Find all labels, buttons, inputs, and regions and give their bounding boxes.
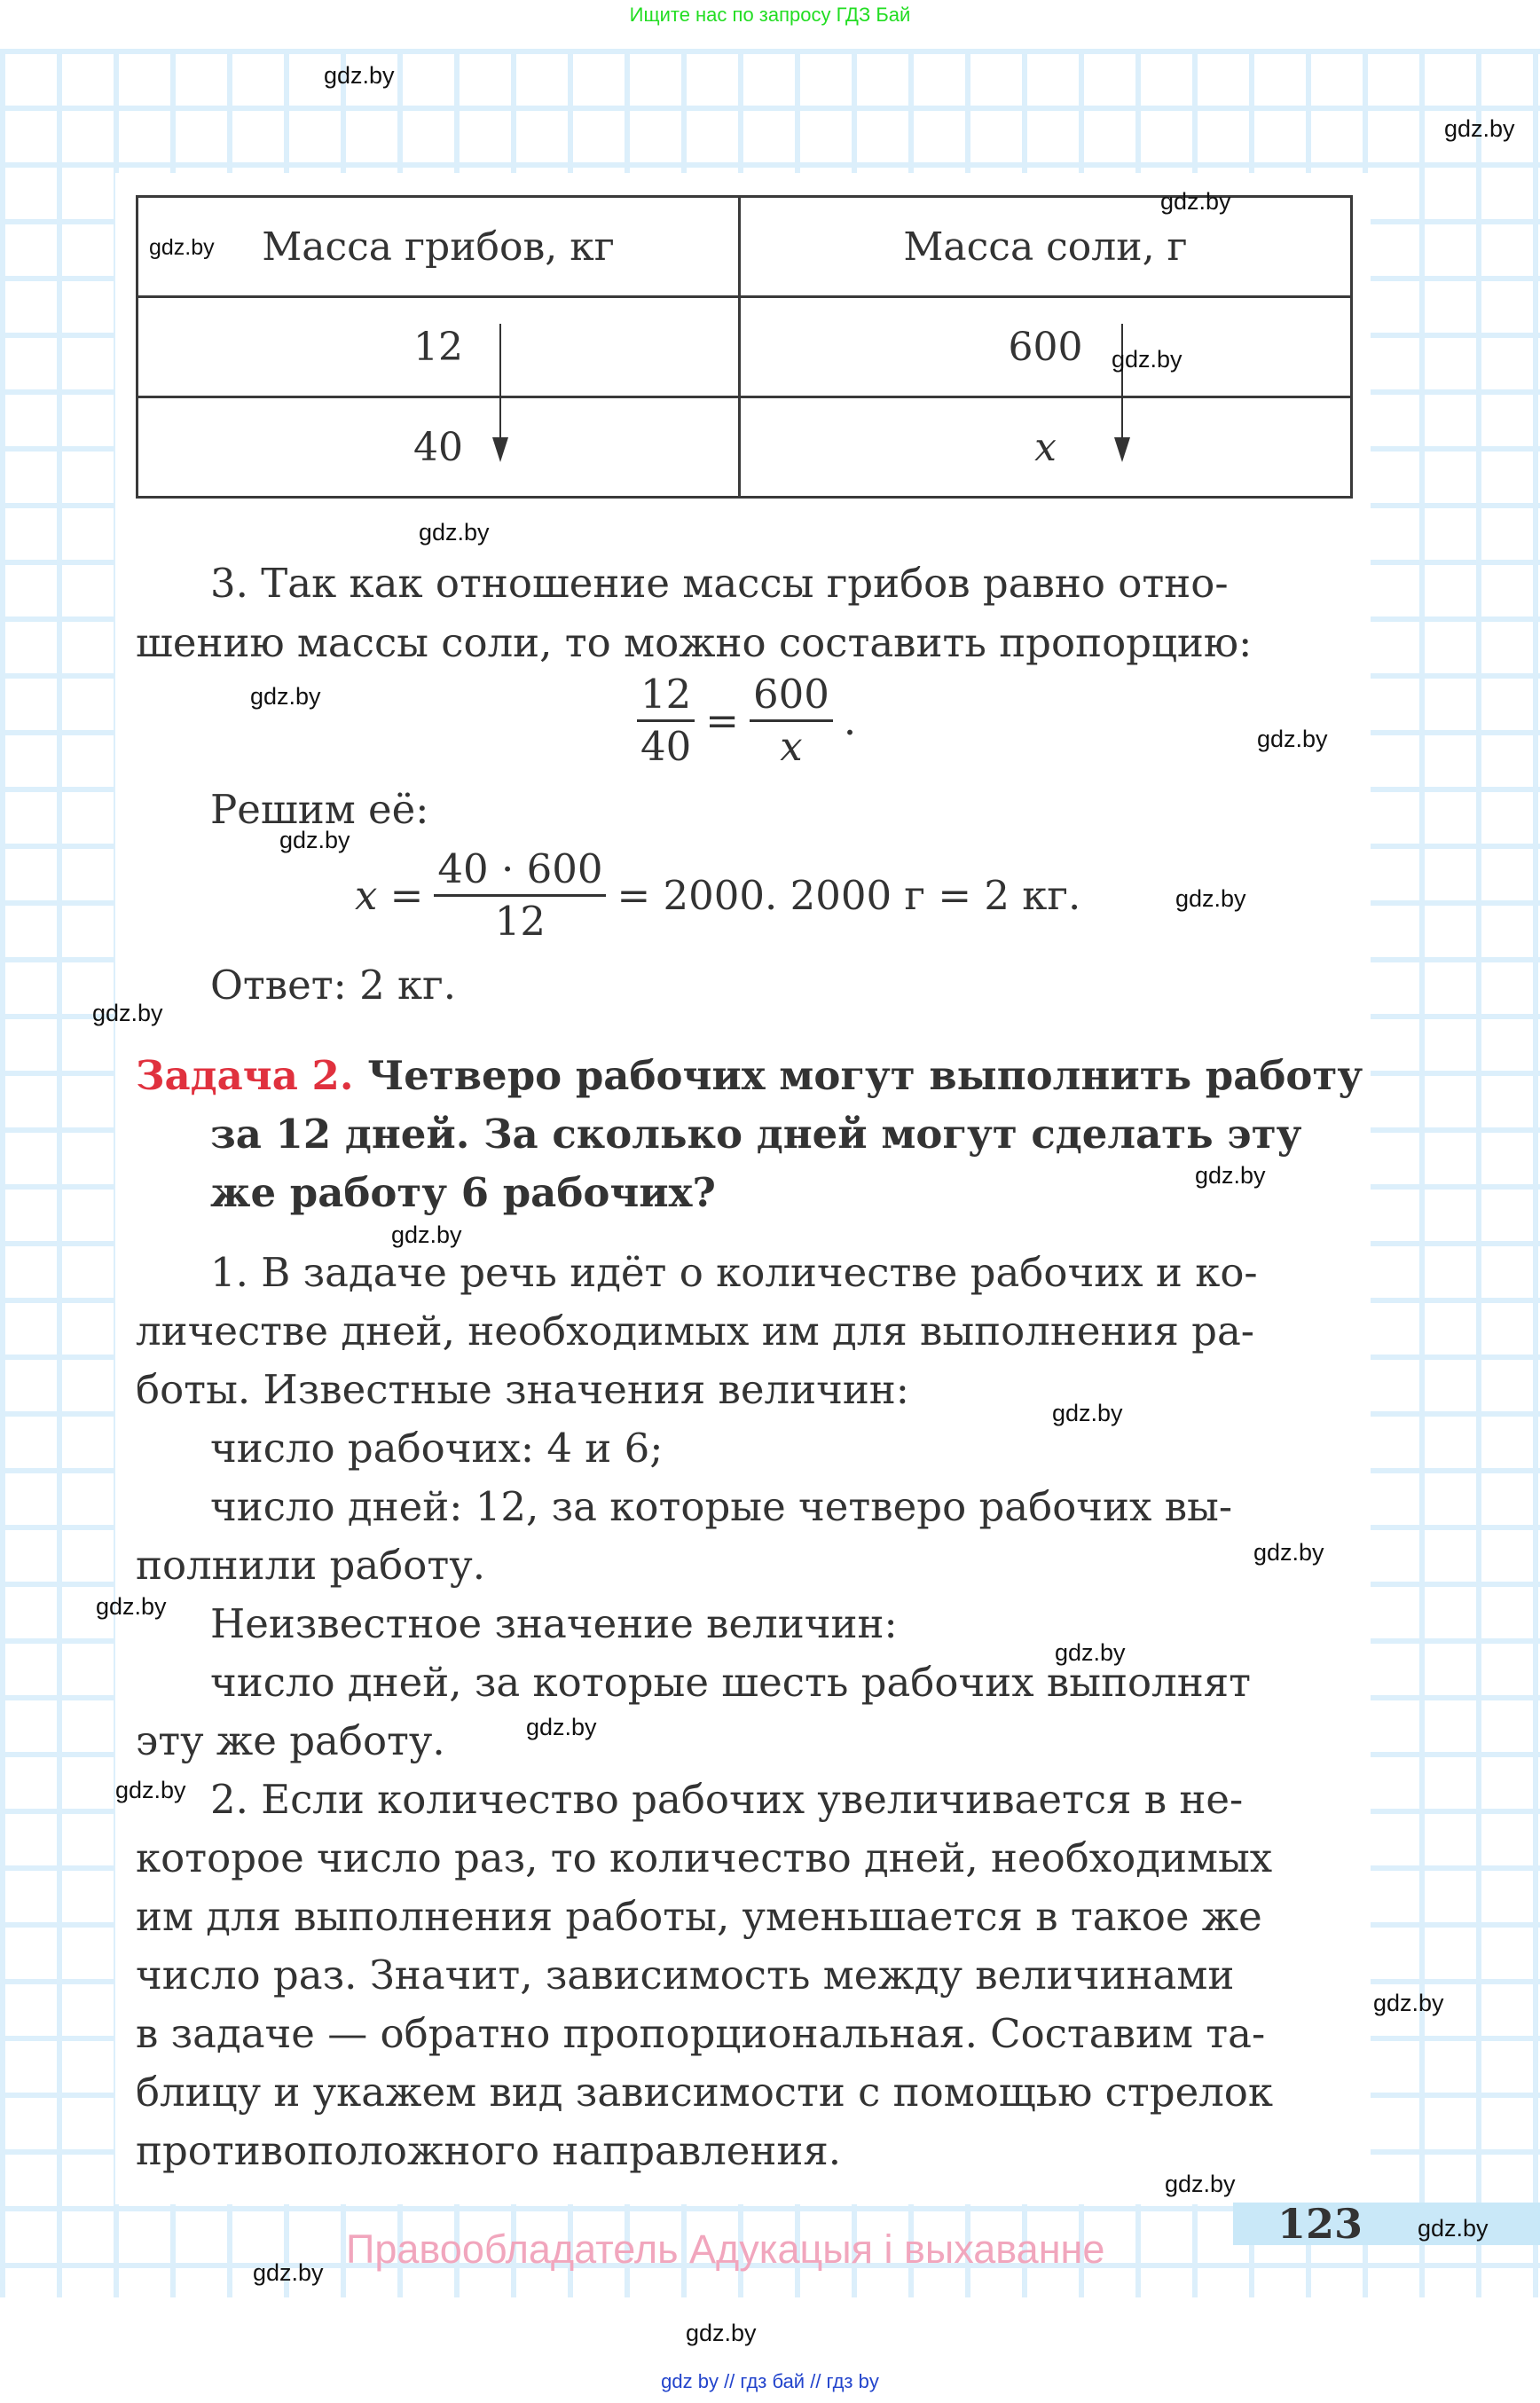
watermark: gdz.by bbox=[1165, 2171, 1236, 2197]
table-row bbox=[138, 397, 1352, 498]
equals-sign: = bbox=[705, 697, 739, 744]
fraction bbox=[434, 844, 606, 946]
task2-label: Задача 2. bbox=[136, 1052, 354, 1099]
table-cell: x bbox=[740, 397, 1352, 498]
step2-line: 2. Если количество рабочих увеличивается в не- bbox=[210, 1776, 1244, 1823]
watermark: gdz.by bbox=[526, 1714, 597, 1740]
watermark: gdz.by bbox=[391, 1221, 462, 1248]
watermark: gdz.by bbox=[1253, 1539, 1324, 1566]
watermark: gdz.by bbox=[1112, 346, 1182, 373]
task2-text: Четверо рабочих могут выполнить работу bbox=[367, 1052, 1363, 1099]
table-cell: 12 bbox=[138, 297, 740, 397]
table-header-cell: Масса грибов, кг bbox=[138, 197, 740, 297]
watermark: gdz.by bbox=[419, 519, 490, 546]
task2-line1 bbox=[136, 1047, 1363, 1105]
watermark: gdz.by bbox=[324, 62, 395, 89]
step2-line: противоположного направления. bbox=[136, 2127, 842, 2174]
step1-line: боты. Известные значения величин: bbox=[136, 1366, 909, 1413]
arrow-down-icon bbox=[1121, 324, 1123, 459]
numerator: 40 · 600 bbox=[434, 844, 606, 897]
watermark: gdz.by bbox=[1418, 2215, 1489, 2242]
proportion-equation bbox=[637, 670, 856, 772]
watermark: gdz.by bbox=[1160, 188, 1231, 215]
watermark: gdz.by bbox=[279, 827, 350, 853]
fraction bbox=[637, 670, 695, 772]
task2-line2: за 12 дней. За сколько дней могут сделать эту bbox=[210, 1111, 1302, 1158]
step2-line: которое число раз, то количество дней, необходимых bbox=[136, 1834, 1273, 1881]
watermark: gdz.by bbox=[92, 1000, 163, 1026]
step1-line: число дней, за которые шесть рабочих выполнят bbox=[210, 1659, 1252, 1706]
watermark: gdz.by bbox=[115, 1777, 186, 1803]
watermark: gdz.by bbox=[1195, 1162, 1266, 1189]
watermark: gdz.by bbox=[1373, 1990, 1444, 2016]
table-header-cell: Масса соли, г bbox=[740, 197, 1352, 297]
answer: Ответ: 2 кг. bbox=[210, 962, 457, 1009]
rights-holder: Правообладатель Адукацыя і выхаванне bbox=[346, 2226, 1105, 2272]
step2-line: в задаче — обратно пропорциональная. Составим та- bbox=[136, 2010, 1266, 2057]
step2-line: число раз. Значит, зависимость между величинами bbox=[136, 1951, 1235, 1999]
step2-line: им для выполнения работы, уменьшается в такое же bbox=[136, 1893, 1262, 1940]
solution-equation bbox=[355, 844, 1080, 946]
step3-line1: 3. Так как отношение массы грибов равно отно- bbox=[210, 560, 1229, 607]
watermark: gdz.by bbox=[686, 2320, 757, 2346]
step3-line2: шению массы соли, то можно составить пропорцию: bbox=[136, 619, 1253, 666]
step1-line: 1. В задаче речь идёт о количестве рабочих и ко- bbox=[210, 1249, 1258, 1296]
arrow-down-icon bbox=[499, 324, 501, 459]
numerator: 600 bbox=[750, 670, 833, 722]
table-cell: 600 bbox=[740, 297, 1352, 397]
denominator: 12 bbox=[494, 898, 546, 945]
watermark: gdz.by bbox=[1052, 1400, 1123, 1426]
step1-line: полнили работу. bbox=[136, 1542, 486, 1589]
table-cell: 40 bbox=[138, 397, 740, 498]
step1-line: число рабочих: 4 и 6; bbox=[210, 1425, 664, 1472]
watermark: gdz.by bbox=[149, 235, 215, 260]
numerator: 12 bbox=[637, 670, 695, 722]
watermark: gdz.by bbox=[1055, 1639, 1126, 1666]
watermark: gdz.by bbox=[96, 1593, 167, 1620]
watermark: gdz.by bbox=[1257, 726, 1328, 752]
solve-label: Решим её: bbox=[210, 786, 429, 833]
step1-line: число дней: 12, за которые четверо рабочих вы- bbox=[210, 1483, 1233, 1530]
step1-line: эту же работу. bbox=[136, 1717, 445, 1764]
fraction bbox=[750, 670, 833, 772]
task2-line3: же работу 6 рабочих? bbox=[210, 1169, 716, 1216]
footer-links[interactable]: gdz by // гдз бай // гдз by bbox=[661, 2370, 879, 2392]
watermark: gdz.by bbox=[253, 2259, 324, 2286]
top-banner: Ищите нас по запросу ГДЗ Бай bbox=[629, 4, 911, 26]
equation-lhs: x = bbox=[355, 872, 424, 919]
denominator: x bbox=[780, 723, 803, 770]
step1-line: личестве дней, необходимых им для выполнения ра- bbox=[136, 1308, 1254, 1355]
watermark: gdz.by bbox=[250, 683, 321, 710]
period: . bbox=[843, 697, 857, 744]
watermark: gdz.by bbox=[1444, 115, 1515, 142]
page-number: 123 bbox=[1277, 2200, 1363, 2248]
watermark: gdz.by bbox=[1175, 885, 1246, 912]
denominator: 40 bbox=[640, 723, 692, 770]
step1-line: Неизвестное значение величин: bbox=[210, 1600, 898, 1647]
step2-line: блицу и укажем вид зависимости с помощью стрелок bbox=[136, 2069, 1274, 2116]
equation-rhs: = 2000. 2000 г = 2 кг. bbox=[617, 872, 1081, 919]
